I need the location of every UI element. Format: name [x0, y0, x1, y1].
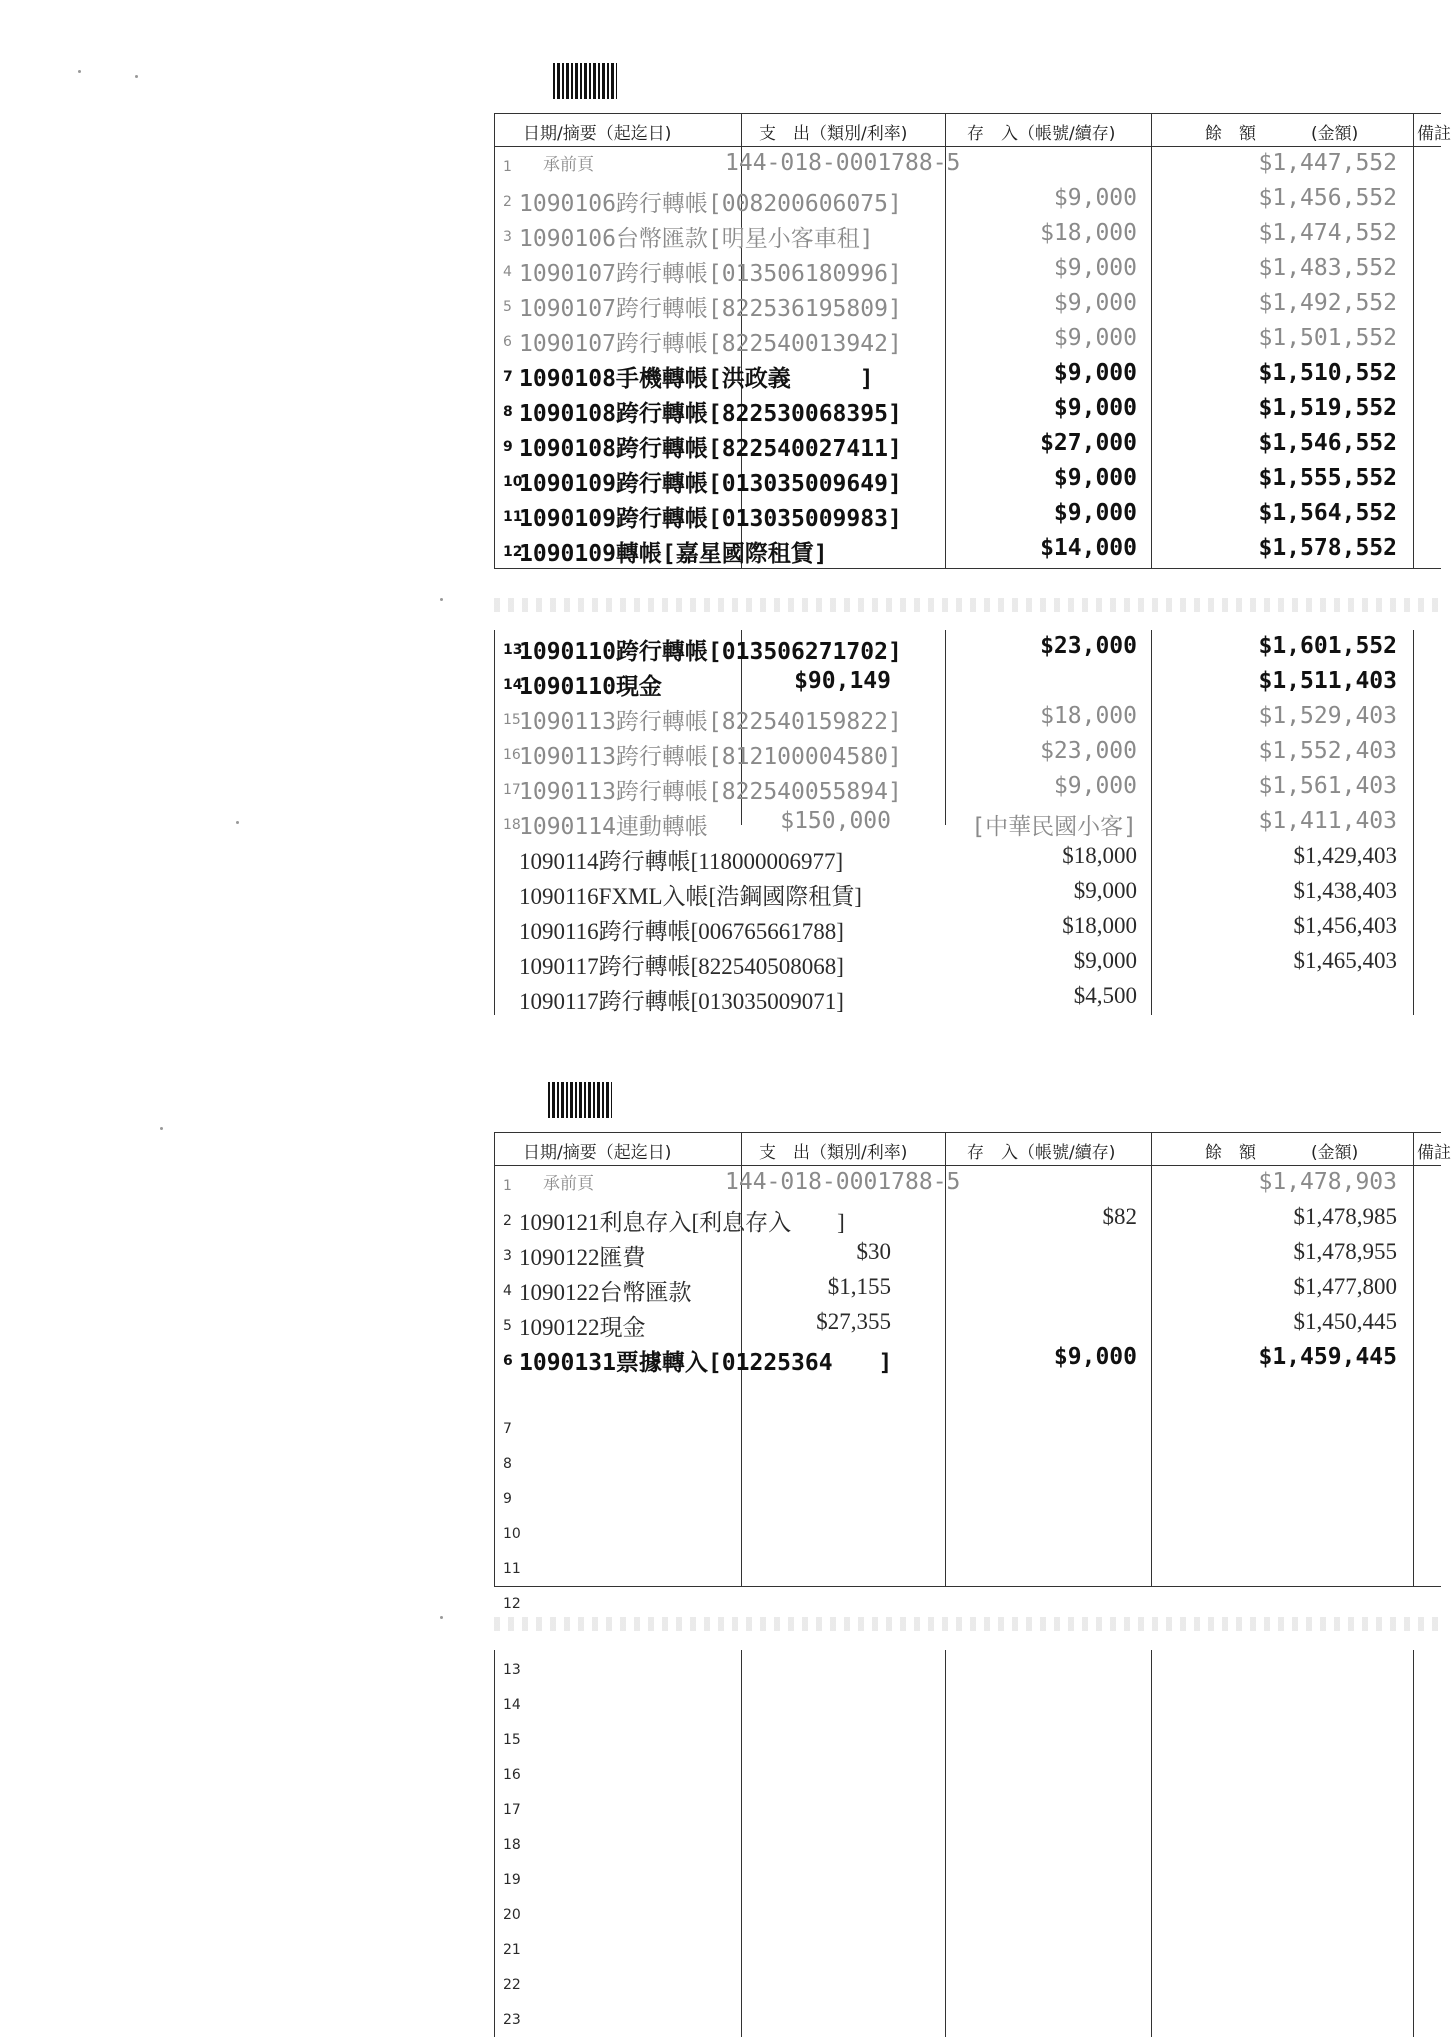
row-number: 2 — [503, 1213, 512, 1229]
header-date-summary: 日期/摘要（起迄日) — [523, 1143, 672, 1163]
row-number: 14 — [503, 677, 523, 693]
row-number: 4 — [503, 264, 512, 280]
transaction-row — [495, 700, 1441, 735]
row-number: 8 — [503, 404, 513, 420]
transaction-row — [495, 217, 1441, 252]
passbook-table-middle — [494, 630, 1441, 1015]
transaction-summary: 1090110現金 — [519, 674, 662, 700]
withdraw-cell: $1,155 — [827, 1274, 891, 1299]
transaction-summary: 1090108手機轉帳[洪政義 ] — [519, 366, 874, 392]
deposit-cell: $23,000 — [1040, 633, 1137, 659]
carry-forward-row — [495, 1166, 1441, 1201]
header-note: 備註 — [1417, 1143, 1451, 1163]
row-number: 9 — [503, 439, 513, 455]
deposit-cell: [中華民國小客] — [971, 814, 1137, 840]
transaction-summary: 1090121利息存入[利息存入 ] — [519, 1210, 845, 1235]
row-number: 7 — [503, 369, 513, 385]
transaction-row — [495, 665, 1441, 700]
balance-cell: $1,456,403 — [1293, 913, 1397, 938]
carry-forward-row — [495, 147, 1441, 182]
balance-cell: $1,478,955 — [1293, 1239, 1397, 1264]
transaction-row — [495, 182, 1441, 217]
transaction-row — [495, 1306, 1441, 1341]
balance-cell: $1,477,800 — [1293, 1274, 1397, 1299]
balance-cell: $1,429,403 — [1293, 843, 1397, 868]
transaction-row — [495, 735, 1441, 770]
row-number: 18 — [503, 1837, 521, 1853]
balance-cell: $1,511,403 — [1258, 668, 1397, 694]
header-amount: (金額) — [1311, 1143, 1359, 1163]
transaction-summary: 1090107跨行轉帳[013506180996] — [519, 261, 902, 287]
row-number: 6 — [503, 334, 512, 350]
row-number: 5 — [503, 299, 512, 315]
row-number: 5 — [503, 1318, 512, 1334]
balance-cell: $1,478,985 — [1293, 1204, 1397, 1229]
row-number: 21 — [503, 1942, 521, 1958]
transaction-row — [495, 1201, 1441, 1236]
header-withdraw: 支 出（類別/利率) — [759, 1143, 908, 1163]
row-number: 22 — [503, 1977, 521, 1993]
transaction-summary: 1090117跨行轉帳[013035009071] — [519, 989, 844, 1014]
transaction-summary: 1090107跨行轉帳[822536195809] — [519, 296, 902, 322]
transaction-summary: 1090109跨行轉帳[013035009983] — [519, 506, 902, 532]
balance-cell: $1,456,552 — [1258, 185, 1397, 211]
transaction-row — [495, 252, 1441, 287]
transaction-row — [495, 322, 1441, 357]
row-number: 7 — [503, 1421, 512, 1437]
deposit-cell: $18,000 — [1062, 913, 1137, 938]
transaction-row — [495, 497, 1441, 532]
row-number: 9 — [503, 1491, 512, 1507]
deposit-cell: $9,000 — [1053, 395, 1137, 421]
transaction-summary: 1090122匯費 — [519, 1245, 646, 1270]
balance-cell: $1,501,552 — [1258, 325, 1397, 351]
transaction-row — [495, 392, 1441, 427]
withdraw-cell: $30 — [856, 1239, 891, 1264]
transaction-row — [495, 980, 1441, 1015]
balance-cell: $1,465,403 — [1293, 948, 1397, 973]
balance-cell: $1,552,403 — [1258, 738, 1397, 764]
transaction-summary: 1090108跨行轉帳[822540027411] — [519, 436, 902, 462]
transaction-row — [495, 532, 1441, 567]
transaction-row — [495, 875, 1441, 910]
barcode — [548, 1082, 612, 1118]
transaction-row — [495, 630, 1441, 665]
scan-speck — [440, 598, 443, 601]
transaction-summary: 1090114連動轉帳 — [519, 814, 708, 840]
transaction-row — [495, 1341, 1441, 1376]
balance-cell: $1,601,552 — [1258, 633, 1397, 659]
row-number: 18 — [503, 817, 521, 833]
scan-speck — [440, 1616, 443, 1619]
transaction-summary: 1090109跨行轉帳[013035009649] — [519, 471, 902, 497]
withdraw-cell: $90,149 — [794, 668, 891, 694]
transaction-summary: 1090113跨行轉帳[812100004580] — [519, 744, 902, 770]
row-number: 17 — [503, 1802, 521, 1818]
transaction-row — [495, 357, 1441, 392]
balance-cell: $1,438,403 — [1293, 878, 1397, 903]
balance-cell: $1,519,552 — [1258, 395, 1397, 421]
deposit-cell: $9,000 — [1053, 290, 1137, 316]
balance-cell: $1,510,552 — [1258, 360, 1397, 386]
balance-cell: $1,450,445 — [1293, 1309, 1397, 1334]
deposit-cell: $9,000 — [1053, 465, 1137, 491]
balance-cell: $1,478,903 — [1258, 1169, 1397, 1195]
scan-speck — [78, 70, 81, 73]
deposit-cell: $82 — [1102, 1204, 1137, 1229]
transaction-row — [495, 945, 1441, 980]
passbook-table-page2 — [494, 1132, 1451, 1612]
perforation — [494, 598, 1440, 612]
deposit-cell: $23,000 — [1040, 738, 1137, 764]
transaction-row — [495, 770, 1441, 805]
row-number: 12 — [503, 544, 523, 560]
row-number: 14 — [503, 1697, 521, 1713]
transaction-summary: 1090113跨行轉帳[822540159822] — [519, 709, 902, 735]
row-number: 15 — [503, 1732, 521, 1748]
header-deposit: 存 入（帳號/續存) — [967, 124, 1116, 144]
transaction-summary: 1090113跨行轉帳[822540055894] — [519, 779, 902, 805]
balance-cell: $1,411,403 — [1258, 808, 1397, 834]
transaction-summary: 1090114跨行轉帳[118000006977] — [519, 849, 844, 874]
deposit-cell: $18,000 — [1062, 843, 1137, 868]
carry-label: 承前頁 — [543, 1174, 594, 1194]
row-number: 3 — [503, 229, 512, 245]
account-number: 144-018-0001788-5 — [725, 1169, 961, 1195]
row-number: 20 — [503, 1907, 521, 1923]
deposit-cell: $18,000 — [1040, 220, 1137, 246]
balance-cell: $1,564,552 — [1258, 500, 1397, 526]
row-number: 13 — [503, 642, 523, 658]
row-number: 19 — [503, 1872, 521, 1888]
transaction-row — [495, 805, 1441, 840]
transaction-row — [495, 427, 1441, 462]
row-number: 23 — [503, 2012, 521, 2028]
transaction-summary: 1090107跨行轉帳[822540013942] — [519, 331, 902, 357]
transaction-row — [495, 910, 1441, 945]
table-header — [495, 1132, 1451, 1166]
passbook-table-page2-bottom — [494, 1650, 1441, 2037]
deposit-cell: $9,000 — [1073, 878, 1137, 903]
header-balance: 餘 額 — [1205, 1143, 1256, 1163]
deposit-cell: $9,000 — [1053, 325, 1137, 351]
row-number: 1 — [503, 1178, 512, 1194]
deposit-cell: $9,000 — [1073, 948, 1137, 973]
balance-cell: $1,483,552 — [1258, 255, 1397, 281]
deposit-cell: $9,000 — [1053, 185, 1137, 211]
scan-speck — [236, 821, 239, 824]
row-number: 1 — [503, 159, 512, 175]
account-number: 144-018-0001788-5 — [725, 150, 961, 176]
row-number: 13 — [503, 1662, 521, 1678]
deposit-cell: $14,000 — [1040, 535, 1137, 561]
row-number: 12 — [503, 1596, 521, 1612]
table-header — [495, 113, 1451, 147]
deposit-cell: $9,000 — [1053, 255, 1137, 281]
withdraw-cell: $27,355 — [816, 1309, 891, 1334]
withdraw-cell: $150,000 — [780, 808, 891, 834]
transaction-summary: 1090108跨行轉帳[822530068395] — [519, 401, 902, 427]
transaction-summary: 1090122現金 — [519, 1315, 646, 1340]
balance-cell: $1,447,552 — [1258, 150, 1397, 176]
balance-cell: $1,546,552 — [1258, 430, 1397, 456]
row-number: 16 — [503, 1767, 521, 1783]
transaction-summary: 1090122台幣匯款 — [519, 1280, 692, 1305]
header-balance: 餘 額 — [1205, 124, 1256, 144]
balance-cell: $1,561,403 — [1258, 773, 1397, 799]
deposit-cell: $18,000 — [1040, 703, 1137, 729]
row-number: 3 — [503, 1248, 512, 1264]
row-number: 2 — [503, 194, 512, 210]
transaction-row — [495, 462, 1441, 497]
transaction-row — [495, 1236, 1441, 1271]
deposit-cell: $9,000 — [1053, 1344, 1137, 1370]
balance-cell: $1,492,552 — [1258, 290, 1397, 316]
header-date-summary: 日期/摘要（起迄日) — [523, 124, 672, 144]
header-deposit: 存 入（帳號/續存) — [967, 1143, 1116, 1163]
deposit-cell: $9,000 — [1053, 360, 1137, 386]
header-note: 備註 — [1417, 124, 1451, 144]
transaction-summary: 1090109轉帳[嘉星國際租賃] — [519, 541, 828, 567]
balance-cell: $1,459,445 — [1258, 1344, 1397, 1370]
row-number: 11 — [503, 509, 523, 525]
deposit-cell: $27,000 — [1040, 430, 1137, 456]
header-withdraw: 支 出（類別/利率) — [759, 124, 908, 144]
row-number: 15 — [503, 712, 521, 728]
row-number: 8 — [503, 1456, 512, 1472]
row-number: 10 — [503, 1526, 521, 1542]
transaction-summary: 1090131票據轉入[01225364 ] — [519, 1350, 893, 1376]
row-number: 10 — [503, 474, 523, 490]
scan-speck — [160, 1127, 163, 1130]
passbook-table-top — [494, 113, 1451, 569]
deposit-cell: $4,500 — [1073, 983, 1137, 1008]
transaction-row — [495, 1271, 1441, 1306]
deposit-cell: $9,000 — [1053, 500, 1137, 526]
balance-cell: $1,529,403 — [1258, 703, 1397, 729]
transaction-summary: 1090116FXML入帳[浩鋼國際租賃] — [519, 884, 862, 909]
transaction-row — [495, 287, 1441, 322]
transaction-summary: 1090110跨行轉帳[013506271702] — [519, 639, 902, 665]
balance-cell: $1,578,552 — [1258, 535, 1397, 561]
barcode — [553, 63, 617, 99]
row-number: 11 — [503, 1561, 521, 1577]
balance-cell: $1,474,552 — [1258, 220, 1397, 246]
balance-cell: $1,555,552 — [1258, 465, 1397, 491]
transaction-summary: 1090117跨行轉帳[822540508068] — [519, 954, 844, 979]
header-amount: (金額) — [1311, 124, 1359, 144]
transaction-summary: 1090116跨行轉帳[006765661788] — [519, 919, 844, 944]
transaction-row — [495, 840, 1441, 875]
deposit-cell: $9,000 — [1053, 773, 1137, 799]
perforation — [494, 1617, 1440, 1631]
row-number: 4 — [503, 1283, 512, 1299]
scan-speck — [135, 75, 138, 78]
row-number: 16 — [503, 747, 521, 763]
row-number: 6 — [503, 1353, 513, 1369]
carry-label: 承前頁 — [543, 155, 594, 175]
transaction-summary: 1090106台幣匯款[明星小客車租] — [519, 226, 874, 252]
transaction-summary: 1090106跨行轉帳[008200606075] — [519, 191, 902, 217]
row-number: 17 — [503, 782, 521, 798]
